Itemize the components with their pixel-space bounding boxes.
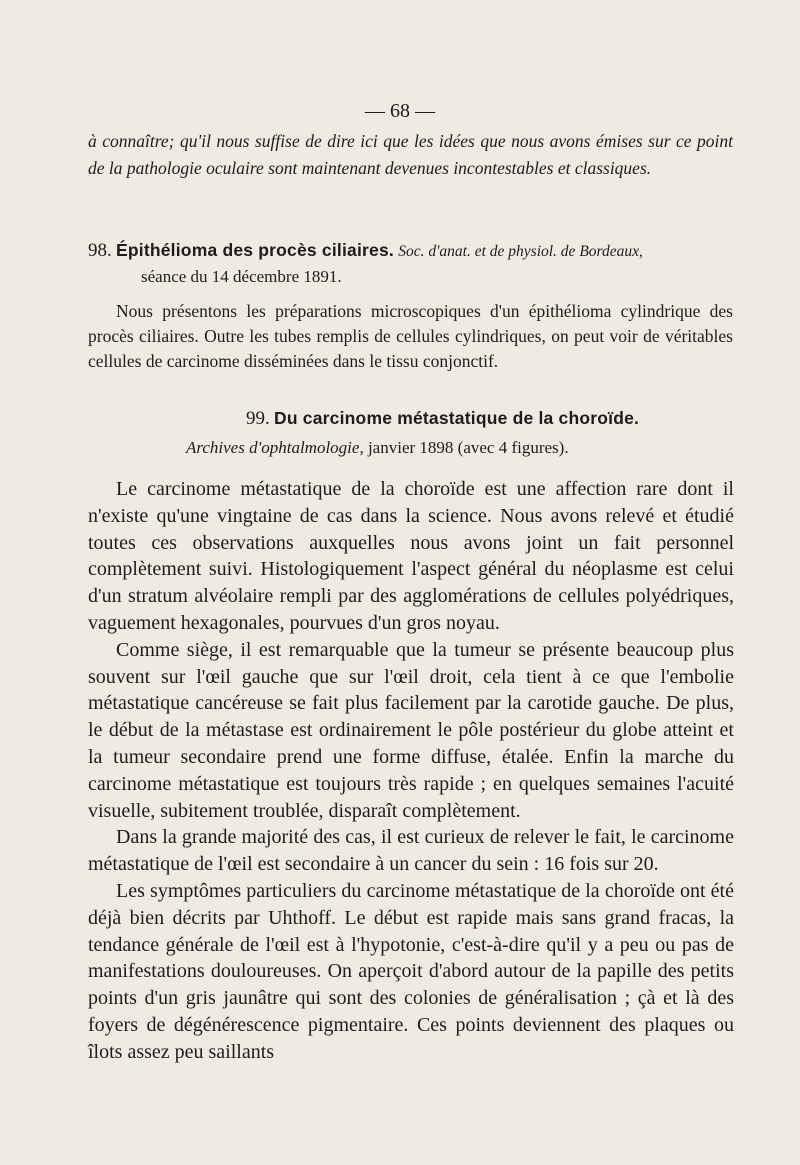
page-number: — 68 —	[365, 100, 435, 122]
article-body	[88, 476, 734, 1066]
bibliography-entry-98	[88, 238, 733, 374]
entry-heading	[88, 406, 733, 431]
body-paragraph: Comme siège, il est remarquable que la tumeur se présente beaucoup plus souvent sur l'œil gauche que sur l'œil droit, cela tient à ce que l'embolie métastatique cancéreuse se fait plus facilement par la carotide gauche. De plus, le début de la métastase est ordinairement le pôle postérieur du globe atteint et la tumeur secondaire prend une forme diffuse, étalée. Enfin la marche du carcinome métastatique est toujours très rapide ; en quelques semaines l'acuité visuelle, subitement troublée, disparaît complètement.	[88, 638, 734, 822]
entry-source: Soc. d'anat. et de physiol. de Bordeaux,	[398, 243, 643, 260]
entry-source-details: janvier 1898 (avec 4 figures).	[367, 438, 569, 457]
bibliography-entry-99	[88, 406, 733, 460]
entry-title: Épithélioma des procès ciliaires.	[116, 240, 394, 260]
entry-source-line	[88, 435, 733, 460]
body-paragraph: Le carcinome métastatique de la choroïde est une affection rare dont il n'existe qu'une vingtaine de cas dans la science. Nous avons relevé et étudié toutes ces observations auxquelles nous avons joint un fait personnel complètement suivi. Histologiquement l'aspect général du néoplasme est celui d'un stratum alvéolaire rempli par des agglomérations de cellules polyédriques, vaguement hexagonales, pourvues d'un gros noyau.	[88, 478, 734, 634]
entry-title: Du carcinome métastatique de la choroïde.	[274, 408, 640, 428]
entry-source: Archives d'ophtalmologie,	[186, 438, 364, 457]
entry-summary: Nous présentons les préparations microscopiques d'un épithélioma cylindrique des procès ciliaires. Outre les tubes remplis de cellules cylindriques, on peut voir de véritables cellules de carcinome disséminées dans le tissu conjonctif.	[88, 301, 733, 371]
entry-date: séance du 14 décembre 1891.	[141, 267, 342, 286]
entry-heading	[88, 238, 733, 264]
body-paragraph: Les symptômes particuliers du carcinome métastatique de la choroïde ont été déjà bien décrits par Uhthoff. Le début est rapide mais sans grand fracas, la tendance générale de l'œil est à l'hypotonie, c'est-à-dire qu'il y a peu ou pas de manifestations douloureuses. On aperçoit d'abord autour de la papille des petits points d'un gris jaunâtre qui sont des colonies de généralisation ; çà et là des foyers de dégénérescence pigmentaire. Ces points deviennent des plaques ou îlots assez peu saillants	[88, 879, 734, 1063]
entry-number: 99.	[246, 408, 270, 429]
entry-number: 98.	[88, 240, 112, 261]
intro-paragraph: à connaître; qu'il nous suffise de dire ici que les idées que nous avons émises sur ce point de la pathologie oculaire sont maintenant devenues incontestables et classiques.	[88, 131, 733, 178]
body-paragraph: Dans la grande majorité des cas, il est curieux de relever le fait, le carcinome métastatique de l'œil est secondaire à un cancer du sein : 16 fois sur 20.	[88, 826, 734, 876]
